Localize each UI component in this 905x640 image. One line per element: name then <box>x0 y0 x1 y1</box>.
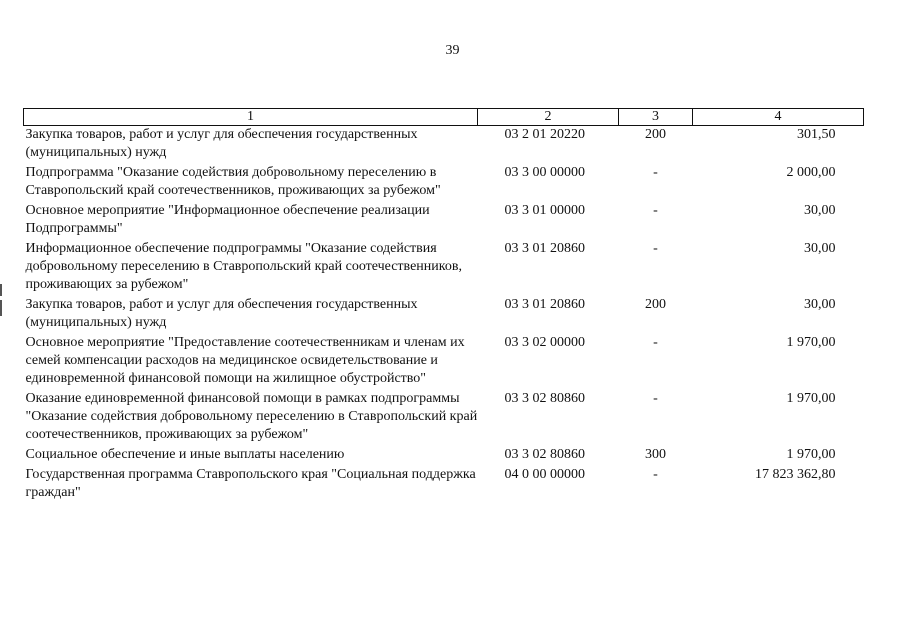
budget-table <box>23 108 864 504</box>
row-amount: 1 970,00 <box>786 391 836 406</box>
row-amount: 1 970,00 <box>786 447 836 462</box>
table-row <box>24 126 864 165</box>
row-code: 03 3 02 80860 <box>504 447 585 462</box>
header-col-1: 1 <box>24 109 478 126</box>
row-code: 03 3 02 00000 <box>504 335 585 350</box>
table-row <box>24 164 864 202</box>
row-amount: 301,50 <box>797 127 836 142</box>
row-type: 200 <box>645 297 666 312</box>
row-amount: 30,00 <box>804 203 836 218</box>
row-code: 03 2 01 20220 <box>504 127 585 142</box>
row-amount: 30,00 <box>804 241 836 256</box>
table-row <box>24 240 864 296</box>
row-name: Социальное обеспечение и иные выплаты населению <box>25 447 345 462</box>
table-row <box>24 390 864 446</box>
header-col-3: 3 <box>619 109 693 126</box>
table-row <box>24 446 864 466</box>
row-type: - <box>653 203 658 218</box>
row-type: - <box>653 335 658 350</box>
page-number: 39 <box>445 43 460 58</box>
row-amount: 1 970,00 <box>786 335 836 350</box>
row-amount: 30,00 <box>804 297 836 312</box>
row-name: Основное мероприятие "Предоставление соотечественникам и членам их семей компенсации расходов на медицинское освидетельствование и единовременной финансовой помощи на жилищное обустройство" <box>25 335 465 386</box>
row-code: 03 3 01 20860 <box>504 297 585 312</box>
table-header-row <box>24 109 864 126</box>
row-name: Подпрограмма "Оказание содействия добровольному переселению в Ставропольский край соотечественников, проживающих за рубежом" <box>25 165 441 198</box>
row-name: Государственная программа Ставропольского края "Социальная поддержка граждан" <box>25 467 476 500</box>
header-col-4: 4 <box>693 109 864 126</box>
row-type: - <box>653 165 658 180</box>
row-name: Информационное обеспечение подпрограммы "Оказание содействия добровольному переселению в Ставропольский край соотечественников, проживающих за рубежом" <box>25 241 462 292</box>
row-type: - <box>653 241 658 256</box>
row-code: 03 3 01 00000 <box>504 203 585 218</box>
row-amount: 2 000,00 <box>786 165 836 180</box>
row-amount: 17 823 362,80 <box>755 467 836 482</box>
table-row <box>24 202 864 240</box>
margin-mark <box>0 284 2 296</box>
row-code: 03 3 00 00000 <box>504 165 585 180</box>
row-name: Закупка товаров, работ и услуг для обеспечения государственных (муниципальных) нужд <box>25 297 418 330</box>
row-name: Основное мероприятие "Информационное обеспечение реализации Подпрограммы" <box>25 203 430 236</box>
row-code: 04 0 00 00000 <box>504 467 585 482</box>
table-row <box>24 334 864 390</box>
row-name: Оказание единовременной финансовой помощи в рамках подпрограммы "Оказание содействия добровольному переселению в Ставропольский край соотечественников, проживающих за рубежом" <box>25 391 478 442</box>
row-type: 300 <box>645 447 666 462</box>
table-row <box>24 296 864 334</box>
row-type: - <box>653 467 658 482</box>
table-row <box>24 466 864 504</box>
row-name: Закупка товаров, работ и услуг для обеспечения государственных (муниципальных) нужд <box>25 127 418 160</box>
row-code: 03 3 02 80860 <box>504 391 585 406</box>
row-type: 200 <box>645 127 666 142</box>
margin-mark <box>0 300 2 316</box>
row-code: 03 3 01 20860 <box>504 241 585 256</box>
header-col-2: 2 <box>478 109 619 126</box>
row-type: - <box>653 391 658 406</box>
